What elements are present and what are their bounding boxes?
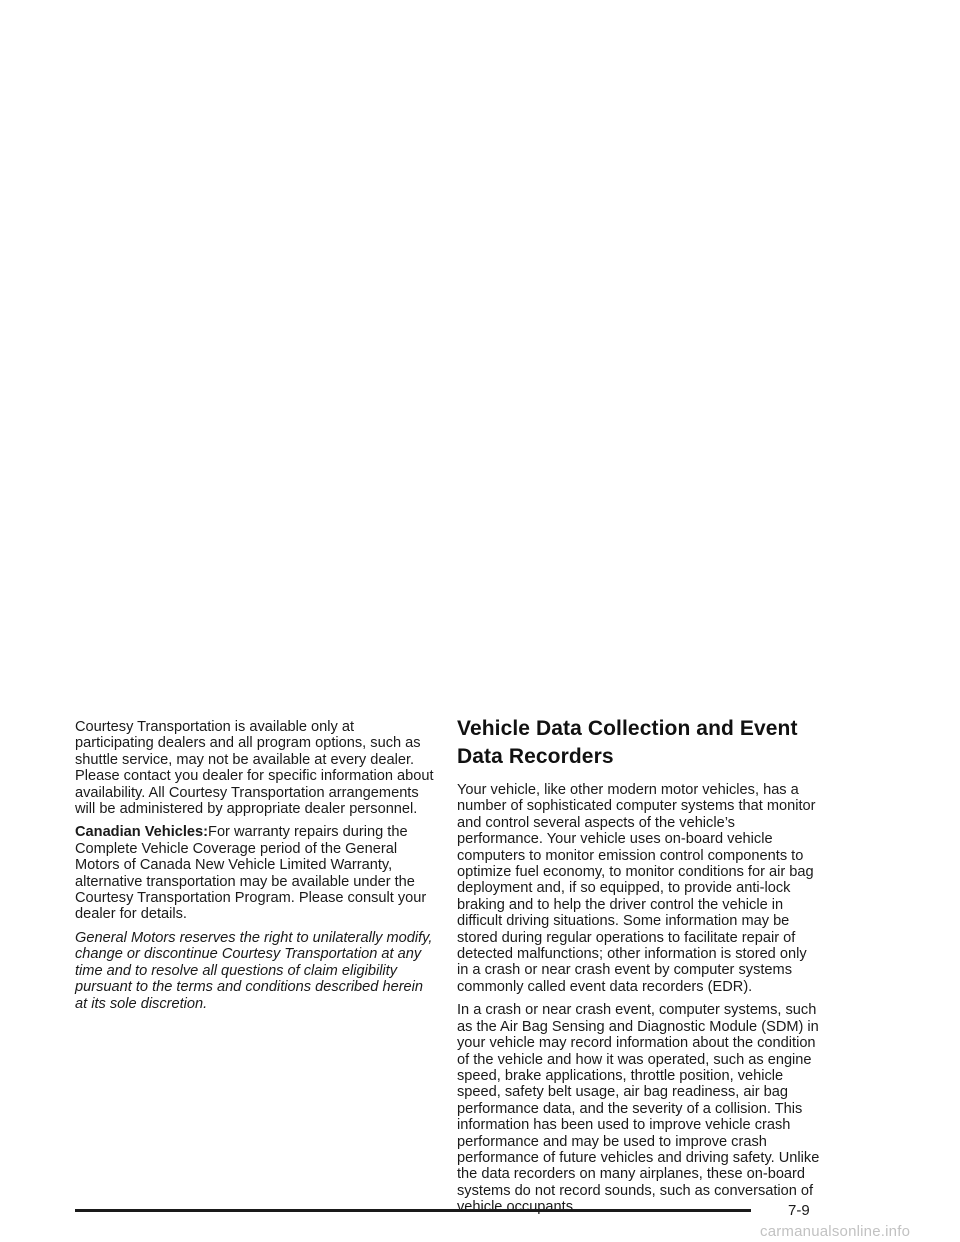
footer-rule — [75, 1209, 751, 1212]
right-column — [457, 719, 822, 1223]
canadian-vehicles-label: Canadian Vehicles: — [75, 824, 209, 841]
vehicle-data-paragraph-2: In a crash or near crash event, computer systems, such as the Air Bag Sensing and Diagnostic Module (SDM) in your vehicle may record information about the condition of the vehicle and how it was operated, such as engine speed, brake applications, throttle position, vehicle speed, safety belt usage, air bag readiness, air bag performance data, and the severity of a collision. This information has been used to improve vehicle crash performance and may be used to improve crash performance of future vehicles and driving safety. Unlike the data recorders on many airplanes, these on-board systems do not record sounds, such as conversation of vehicle occupants. — [457, 1002, 820, 1216]
left-column — [75, 719, 435, 1019]
watermark: carmanualsonline.info — [760, 1223, 911, 1240]
gm-disclaimer-paragraph: General Motors reserves the right to unilaterally modify, change or discontinue Courtesy Transportation at any time and to resolve all questions of claim eligibility pursuant to the terms and conditions described herein at its sole discretion. — [75, 929, 433, 1012]
page-number: 7-9 — [788, 1202, 810, 1219]
section-heading: Vehicle Data Collection and Event Data Recorders — [457, 717, 798, 768]
courtesy-transportation-paragraph: Courtesy Transportation is available only at participating dealers and all program options, such as shuttle service, may not be available at every dealer. Please contact you dealer for specific information about availability. All Courtesy Transportation arrangements will be administered by appropriate dealer personnel. — [75, 719, 434, 818]
canadian-vehicles-text: For warranty repairs during the Complete Vehicle Coverage period of the General Motors of Canada New Vehicle Limited Warranty, alternative transportation may be available under the Courtesy Transportation Program. Please consult your dealer for details. — [75, 824, 427, 923]
vehicle-data-paragraph-1: Your vehicle, like other modern motor vehicles, has a number of sophisticated computer systems that monitor and control several aspects of the vehicle’s performance. Your vehicle uses on-board vehicle computers to monitor emission control components to optimize fuel economy, to monitor conditions for air bag deployment and, if so equipped, to provide anti-lock braking and to help the driver control the vehicle in difficult driving situations. Some information may be stored during regular operations to facilitate repair of detected malfunctions; other information is stored only in a crash or near crash event by computer systems commonly called event data recorders (EDR). — [457, 782, 816, 995]
canadian-vehicles-paragraph — [75, 824, 435, 922]
